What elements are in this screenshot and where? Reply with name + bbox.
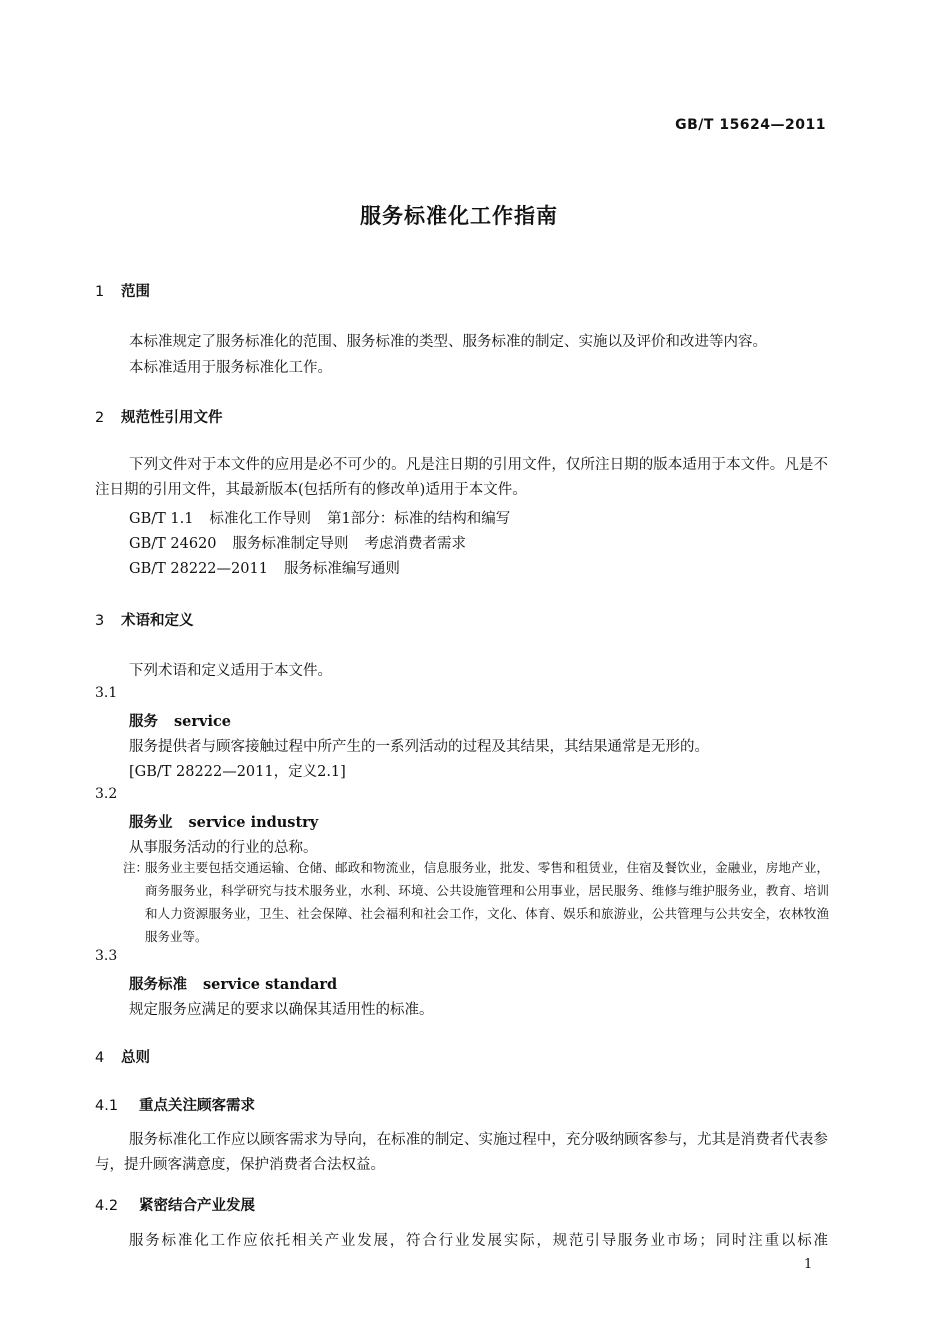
subsection-title: 紧密结合产业发展 <box>139 1198 255 1214</box>
term-chinese: 服务标准 <box>129 977 187 993</box>
reference-number: GB/T 1.1 <box>129 511 194 527</box>
paragraph: 下列文件对于本文件的应用是必不可少的。凡是注日期的引用文件，仅所注日期的版本适用于本文件。凡是不注日期的引用文件，其最新版本(包括所有的修改单)适用于本文件。 <box>95 457 828 498</box>
clause-number: 3.2 <box>95 786 118 802</box>
term-english: service industry <box>188 814 319 831</box>
reference-subtitle: 考虑消费者需求 <box>364 536 467 552</box>
term-definition: 从事服务活动的行业的总称。 <box>129 840 318 856</box>
term-source: [GB/T 28222—2011，定义2.1] <box>129 764 346 780</box>
section-number: 4 <box>95 1050 105 1066</box>
paragraph: 本标准适用于服务标准化工作。 <box>129 360 332 376</box>
section-number: 2 <box>95 410 105 426</box>
section-title: 规范性引用文件 <box>121 410 223 426</box>
reference-number: GB/T 24620 <box>129 536 217 552</box>
reference-title: 服务标准编写通则 <box>283 561 400 577</box>
subsection-title: 重点关注顾客需求 <box>139 1098 255 1114</box>
paragraph: 本标准规定了服务标准化的范围、服务标准的类型、服务标准的制定、实施以及评价和改进等内容。 <box>129 334 767 350</box>
term-chinese: 服务业 <box>129 815 173 831</box>
term-definition: 服务提供者与顾客接触过程中所产生的一系列活动的过程及其结果，其结果通常是无形的。 <box>129 739 709 755</box>
term-chinese: 服务 <box>129 714 158 730</box>
paragraph: 服务标准化工作应依托相关产业发展，符合行业发展实际，规范引导服务业市场；同时注重以标准 <box>129 1233 828 1249</box>
reference-item <box>129 557 416 578</box>
term-note <box>123 856 829 948</box>
reference-item <box>129 507 510 528</box>
note-label: 注： <box>123 860 149 875</box>
section-title: 总则 <box>121 1050 150 1066</box>
paragraph: 下列术语和定义适用于本文件。 <box>129 663 332 679</box>
term-definition: 规定服务应满足的要求以确保其适用性的标准。 <box>129 1002 434 1018</box>
term-english: service <box>174 713 232 730</box>
section-3-heading <box>95 609 194 630</box>
term-entry <box>129 811 318 832</box>
term-entry <box>129 710 231 731</box>
term-english: service standard <box>203 976 338 993</box>
paragraph: 服务标准化工作应以顾客需求为导向，在标准的制定、实施过程中，充分吸纳顾客参与，尤其是消费者代表参与，提升顾客满意度，保护消费者合法权益。 <box>95 1132 828 1173</box>
section-1-heading <box>95 280 150 301</box>
subsection-number: 4.1 <box>95 1098 119 1114</box>
section-title: 术语和定义 <box>121 613 194 629</box>
standard-number: GB/T 15624—2011 <box>675 117 826 133</box>
clause-number: 3.1 <box>95 685 118 701</box>
term-entry <box>129 973 337 994</box>
section-4-heading <box>95 1046 150 1067</box>
page-number: 1 <box>804 1257 813 1272</box>
clause-number: 3.3 <box>95 948 118 964</box>
reference-item <box>129 532 466 553</box>
document-title: 服务标准化工作指南 <box>360 204 558 228</box>
subsection-number: 4.2 <box>95 1198 119 1214</box>
reference-subtitle: 第1部分：标准的结构和编写 <box>326 511 511 527</box>
subsection-4-1-heading <box>95 1094 255 1115</box>
section-2-heading <box>95 406 223 427</box>
section-number: 1 <box>95 284 105 300</box>
reference-title: 服务标准制定导则 <box>232 536 349 552</box>
subsection-4-2-heading <box>95 1194 255 1215</box>
section-number: 3 <box>95 613 105 629</box>
note-text: 服务业主要包括交通运输、仓储、邮政和物流业，信息服务业，批发、零售和租赁业，住宿及餐饮业，金融业，房地产业，商务服务业，科学研究与技术服务业，水利、环境、公共设施管理和公用事业，居民服务、维修与维护服务业，教育、培训和人力资源服务业，卫生、社会保障、社会福利和社会工作，文化、体育、娱乐和旅游业，公共管理与公共安全，农林牧渔服务业等。 <box>145 860 829 944</box>
reference-title: 标准化工作导则 <box>209 511 311 527</box>
reference-number: GB/T 28222—2011 <box>129 561 268 577</box>
section-title: 范围 <box>121 284 150 300</box>
